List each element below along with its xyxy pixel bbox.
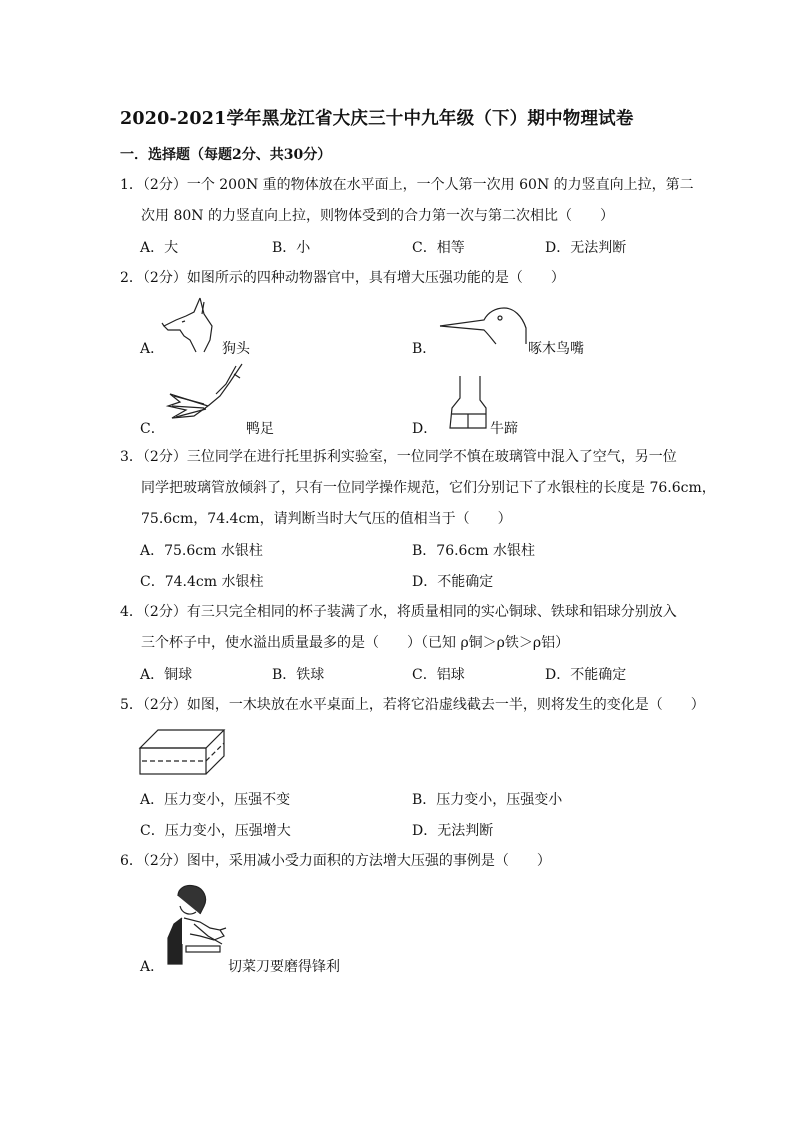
q1-option-c[interactable]: C．相等 <box>412 240 465 256</box>
question-3-line-1: 3．（2分）三位同学在进行托里拆利实验室，一位同学不慎在玻璃管中混入了空气，另一位 <box>120 449 677 465</box>
question-4-line-2: 三个杯子中，使水溢出质量最多的是（ ）（已知 ρ铜＞ρ铁＞ρ铝） <box>141 635 570 651</box>
q2-option-a[interactable]: A． <box>140 341 165 357</box>
duck-foot-icon <box>164 362 246 426</box>
wood-block-figure <box>138 726 228 776</box>
q2-option-c[interactable]: C． <box>140 421 165 437</box>
q2-option-b-caption: 啄木鸟嘴 <box>528 341 584 357</box>
q2-option-b[interactable]: B． <box>412 341 437 357</box>
q6-option-a[interactable]: A． <box>140 959 165 975</box>
question-4-line-1: 4．（2分）有三只完全相同的杯子装满了水，将质量相同的实心铜球、铁球和铝球分别放入 <box>120 604 677 620</box>
q2-option-d-caption: 牛蹄 <box>490 421 518 437</box>
q3-option-a[interactable]: A．75.6cm 水银柱 <box>140 543 263 559</box>
q2-option-d[interactable]: D． <box>412 421 438 437</box>
knife-sharpening-icon <box>160 884 230 968</box>
q4-option-d[interactable]: D．不能确定 <box>545 667 627 683</box>
page-title: 2020-2021学年黑龙江省大庆三十中九年级（下）期中物理试卷 <box>120 109 634 129</box>
q5-option-b[interactable]: B．压力变小，压强变小 <box>412 792 563 808</box>
q4-option-a[interactable]: A．铜球 <box>140 667 193 683</box>
question-6-stem: 6．（2分）图中，采用减小受力面积的方法增大压强的事例是（ ） <box>120 853 551 869</box>
cow-hoof-icon <box>446 374 490 434</box>
dog-head-icon <box>160 296 222 354</box>
q5-option-a[interactable]: A．压力变小，压强不变 <box>140 792 291 808</box>
q4-option-c[interactable]: C．铝球 <box>412 667 465 683</box>
q6-option-a-caption: 切菜刀要磨得锋利 <box>228 959 340 975</box>
q1-option-d[interactable]: D．无法判断 <box>545 240 627 256</box>
question-1-line-2: 次用 80N 的力竖直向上拉，则物体受到的合力第一次与第二次相比（ ） <box>141 208 614 224</box>
question-2-stem: 2．（2分）如图所示的四种动物器官中，具有增大压强功能的是（ ） <box>120 270 565 286</box>
q5-option-d[interactable]: D．无法判断 <box>412 823 494 839</box>
question-3-line-3: 75.6cm，74.4cm，请判断当时大气压的值相当于（ ） <box>141 511 512 527</box>
q5-option-c[interactable]: C．压力变小，压强增大 <box>140 823 291 839</box>
woodpecker-beak-icon <box>438 306 528 346</box>
q3-option-d[interactable]: D．不能确定 <box>412 574 494 590</box>
question-5-stem: 5．（2分）如图，一木块放在水平桌面上，若将它沿虚线截去一半，则将发生的变化是（ ） <box>120 697 705 713</box>
q1-option-b[interactable]: B．小 <box>272 240 311 256</box>
section-heading: 一．选择题（每题2分、共30分） <box>120 147 332 163</box>
q2-option-c-caption: 鸭足 <box>246 421 274 437</box>
q1-option-a[interactable]: A．大 <box>140 240 179 256</box>
q3-option-b[interactable]: B．76.6cm 水银柱 <box>412 543 536 559</box>
question-1-line-1: 1．（2分）一个 200N 重的物体放在水平面上，一个人第一次用 60N 的力竖直向上拉，第二 <box>120 177 694 193</box>
q4-option-b[interactable]: B．铁球 <box>272 667 325 683</box>
q3-option-c[interactable]: C．74.4cm 水银柱 <box>140 574 264 590</box>
question-3-line-2: 同学把玻璃管放倾斜了，只有一位同学操作规范，它们分别记下了水银柱的长度是 76.6cm， <box>141 480 716 496</box>
q2-option-a-caption: 狗头 <box>222 341 250 357</box>
